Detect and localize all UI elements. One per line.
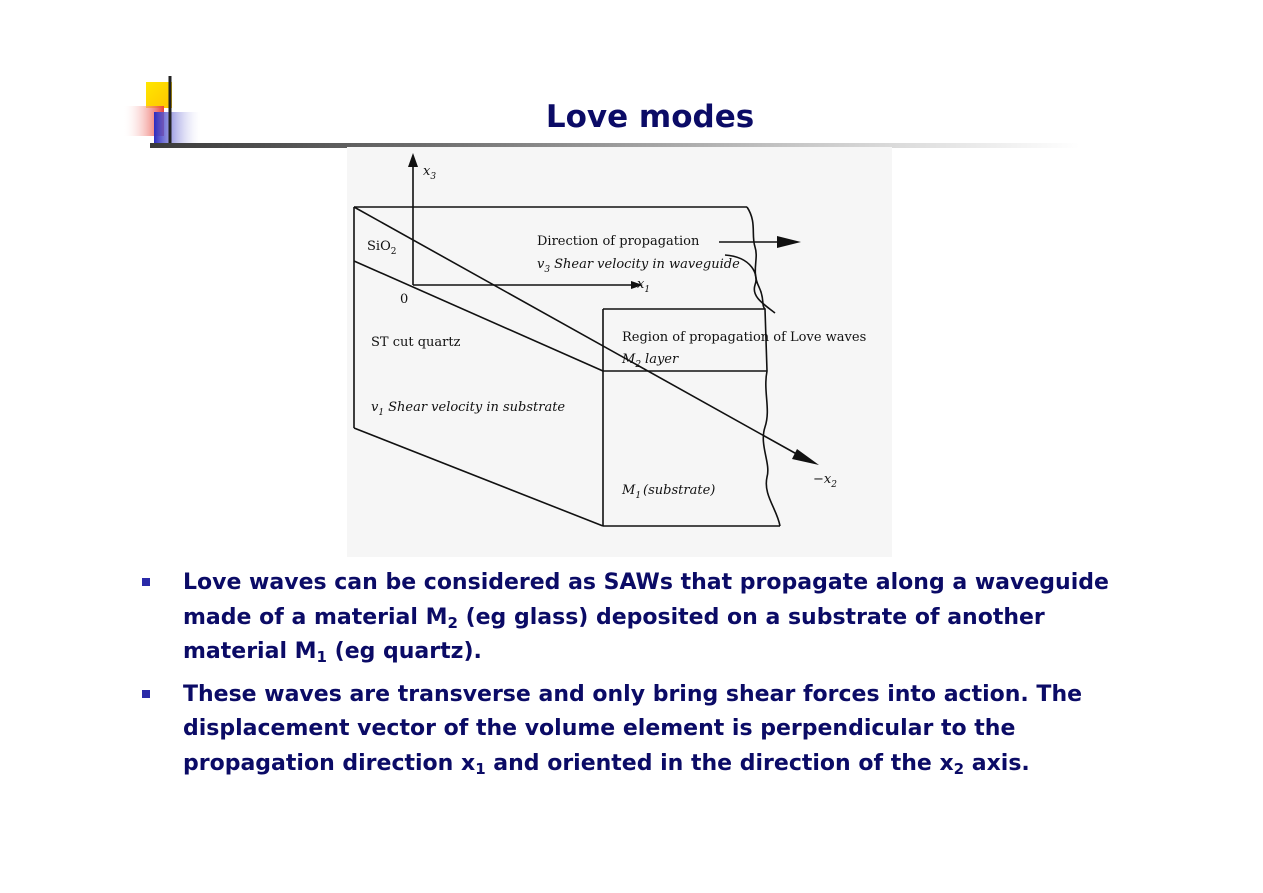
v1-subscript: 1 (378, 408, 385, 418)
svg-text:M1(substrate) (621, 483, 715, 501)
svg-text:v3Shear velocity in waveguide (537, 257, 740, 275)
st-cut-quartz-label: ST cut quartz (371, 335, 461, 350)
bullet-subscript: 2 (447, 613, 458, 632)
bullet-text: These waves are transverse and only bring shear forces into action. The displacement vector of the volume element is perpendicular to the propagation direction x (183, 681, 1083, 776)
bullet-item (140, 566, 1140, 670)
bullet-subscript: 1 (316, 648, 327, 666)
love-wave-region-label: Region of propagation of Love waves (622, 330, 867, 345)
bullet-marker (142, 690, 150, 698)
bullet-marker (142, 578, 150, 586)
svg-text:x3 (423, 164, 436, 182)
x3-axis-label: x (423, 164, 431, 179)
x1-axis-label: x (637, 277, 645, 292)
svg-text:SiO2 (367, 239, 396, 257)
svg-text:v1Shear velocity in substrate (371, 400, 565, 418)
diagram-canvas (347, 147, 892, 557)
svg-text:M2layer (621, 352, 679, 370)
v3-subscript: 3 (544, 265, 551, 275)
bullet-subscript: 2 (953, 759, 965, 778)
bullet-subscript: 1 (475, 759, 486, 778)
m2-subscript: 2 (635, 360, 642, 370)
v1-description: Shear velocity in substrate (388, 400, 566, 415)
origin-label: 0 (400, 292, 409, 307)
bullet-text: (eg quartz). (326, 639, 482, 664)
m1-description: (substrate) (643, 483, 716, 498)
x1-axis-subscript: 1 (644, 285, 651, 295)
bullet-list (140, 566, 1140, 789)
m1-symbol: M (622, 483, 636, 498)
m2-description: layer (645, 352, 679, 367)
bullet-text: (eg glass) deposited on a substrate of another material M (183, 604, 1045, 664)
sio2-layer-label: SiO (367, 239, 391, 254)
x2-axis-label: −x (813, 472, 832, 487)
v1-symbol: v (371, 400, 379, 415)
svg-text:−x2 (813, 472, 837, 490)
m2-symbol: M (622, 352, 636, 367)
bullet-item (140, 678, 1140, 782)
bullet-text: and oriented in the direction of the x (485, 750, 954, 776)
v3-symbol: v (537, 257, 545, 272)
direction-of-propagation-label: Direction of propagation (537, 234, 700, 249)
v3-description: Shear velocity in waveguide (554, 257, 740, 272)
slide-title: Love modes (545, 99, 755, 135)
bullet-text: Love waves can be considered as SAWs that propagate along a waveguide made of a material M (183, 570, 1109, 630)
x2-axis-subscript: 2 (831, 480, 837, 490)
m1-subscript: 1 (635, 491, 642, 501)
svg-text:x1 (637, 277, 650, 295)
bullet-text: axis. (964, 750, 1030, 776)
x3-axis-subscript: 3 (430, 172, 437, 182)
sio2-layer-subscript: 2 (390, 247, 397, 257)
love-wave-diagram (347, 147, 892, 557)
